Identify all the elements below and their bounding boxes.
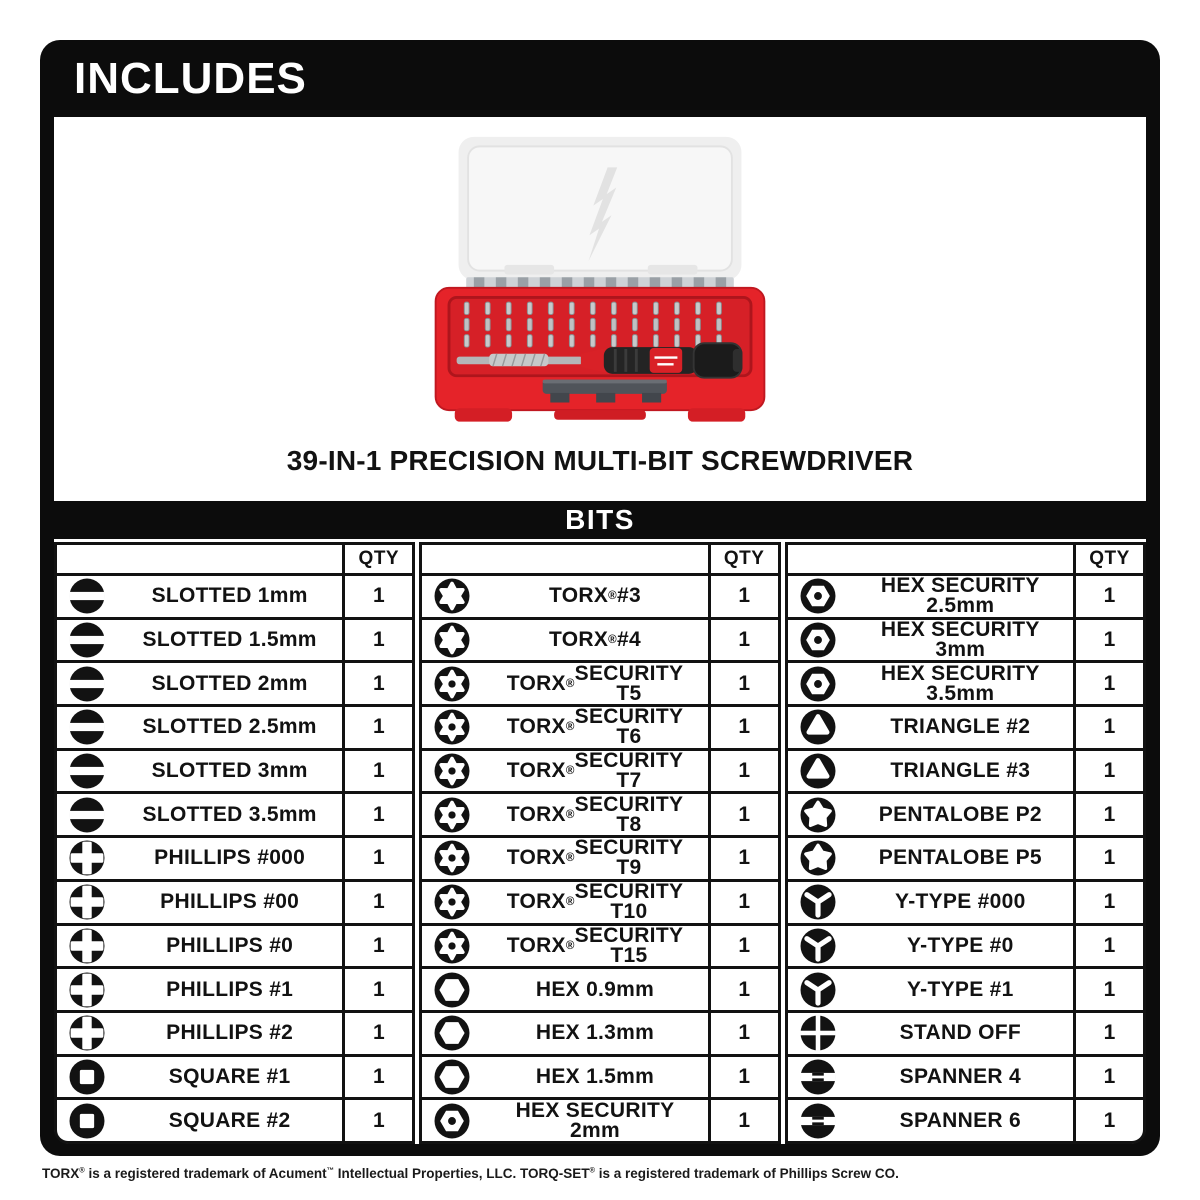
bits-table-group-1 bbox=[54, 542, 415, 1144]
bit-header-spacer bbox=[788, 545, 1073, 573]
bit-icon-cell bbox=[422, 1100, 482, 1141]
bit-name: Y-TYPE #1 bbox=[907, 977, 1014, 1001]
bit-row bbox=[57, 751, 412, 792]
bit-row bbox=[422, 620, 777, 661]
hex-security-icon bbox=[799, 577, 837, 615]
bit-icon-cell bbox=[422, 838, 482, 879]
bit-qty: 1 bbox=[1073, 882, 1143, 923]
bit-icon-cell bbox=[57, 576, 117, 617]
table-header-row bbox=[57, 545, 412, 573]
bit-row bbox=[57, 663, 412, 704]
bit-icon-cell bbox=[788, 882, 848, 923]
y-type-icon bbox=[799, 971, 837, 1009]
includes-panel bbox=[40, 40, 1160, 1156]
slotted-icon bbox=[68, 621, 106, 659]
pentalobe-icon bbox=[799, 796, 837, 834]
bit-name: SLOTTED 2mm bbox=[151, 671, 308, 695]
bit-icon-cell bbox=[788, 969, 848, 1010]
bit-qty: 1 bbox=[342, 1057, 412, 1098]
product-section bbox=[54, 117, 1146, 501]
bit-icon-cell bbox=[57, 707, 117, 748]
slotted-icon bbox=[68, 577, 106, 615]
bit-qty: 1 bbox=[1073, 1100, 1143, 1141]
y-type-icon bbox=[799, 883, 837, 921]
bit-name: TRIANGLE #2 bbox=[890, 715, 1031, 739]
qty-column-header: QTY bbox=[342, 545, 412, 573]
bit-qty: 1 bbox=[342, 620, 412, 661]
bit-icon-cell bbox=[57, 751, 117, 792]
bit-name: SLOTTED 3mm bbox=[151, 759, 308, 783]
bit-row bbox=[422, 838, 777, 879]
bit-icon-cell bbox=[788, 576, 848, 617]
bit-qty: 1 bbox=[1073, 663, 1143, 704]
bit-icon-cell bbox=[57, 1057, 117, 1098]
slotted-icon bbox=[68, 665, 106, 703]
bit-row bbox=[788, 794, 1143, 835]
bit-row bbox=[788, 926, 1143, 967]
hex-icon bbox=[433, 1014, 471, 1052]
bit-row bbox=[788, 1057, 1143, 1098]
hex-security-icon bbox=[433, 1102, 471, 1140]
bit-icon-cell bbox=[57, 926, 117, 967]
bit-row bbox=[788, 576, 1143, 617]
bit-qty: 1 bbox=[708, 1100, 778, 1141]
bit-qty: 1 bbox=[708, 926, 778, 967]
product-image bbox=[400, 133, 800, 435]
bit-icon-cell bbox=[788, 751, 848, 792]
torx-security-icon bbox=[433, 796, 471, 834]
bit-row bbox=[57, 926, 412, 967]
bit-qty: 1 bbox=[1073, 794, 1143, 835]
bit-qty: 1 bbox=[342, 838, 412, 879]
bit-name: PHILLIPS #000 bbox=[154, 846, 306, 870]
bit-name: PHILLIPS #1 bbox=[166, 977, 294, 1001]
phillips-icon bbox=[68, 839, 106, 877]
hex-icon bbox=[433, 971, 471, 1009]
bit-name: TORX ® #4 bbox=[549, 628, 641, 652]
bit-row bbox=[422, 1057, 777, 1098]
torx-security-icon bbox=[433, 839, 471, 877]
qty-column-header: QTY bbox=[708, 545, 778, 573]
bit-name: HEX 1.3mm bbox=[535, 1021, 655, 1045]
spanner-icon bbox=[799, 1102, 837, 1140]
bits-table-group-3 bbox=[785, 542, 1146, 1144]
bit-row bbox=[788, 620, 1143, 661]
bit-row bbox=[57, 620, 412, 661]
bit-name: SLOTTED 1mm bbox=[151, 584, 308, 608]
bit-qty: 1 bbox=[708, 969, 778, 1010]
bit-name: PHILLIPS #00 bbox=[160, 890, 300, 914]
bit-row bbox=[788, 1013, 1143, 1054]
torx-icon bbox=[433, 621, 471, 659]
bits-header-bar bbox=[40, 501, 1160, 539]
bit-icon-cell bbox=[422, 663, 482, 704]
bit-qty: 1 bbox=[342, 794, 412, 835]
bit-qty: 1 bbox=[1073, 707, 1143, 748]
bit-qty: 1 bbox=[708, 1013, 778, 1054]
bit-name: PHILLIPS #2 bbox=[166, 1021, 294, 1045]
bit-qty: 1 bbox=[1073, 751, 1143, 792]
table-header-row bbox=[422, 545, 777, 573]
trademark-note: TORX® is a registered trademark of Acument™ Intellectual Properties, LLC. TORQ-SET® is a registered trademark of Phillips Screw CO. bbox=[42, 1165, 899, 1181]
bit-name: SLOTTED 2.5mm bbox=[142, 715, 317, 739]
bit-name: SLOTTED 3.5mm bbox=[142, 802, 317, 826]
bit-name: HEX 0.9mm bbox=[535, 977, 655, 1001]
bit-name: TORX ® SECURITY T10 bbox=[506, 880, 684, 924]
bit-name: TRIANGLE #3 bbox=[890, 759, 1031, 783]
bit-row bbox=[57, 882, 412, 923]
phillips-icon bbox=[68, 883, 106, 921]
bit-name: SPANNER 4 bbox=[899, 1064, 1021, 1088]
bit-name: TORX ® SECURITY T6 bbox=[506, 705, 684, 749]
bit-qty: 1 bbox=[708, 576, 778, 617]
bit-icon-cell bbox=[788, 794, 848, 835]
hex-icon bbox=[433, 1058, 471, 1096]
slotted-icon bbox=[68, 796, 106, 834]
bit-name: HEX SECURITY 2.5mm bbox=[880, 574, 1040, 618]
bit-qty: 1 bbox=[708, 663, 778, 704]
bit-name: STAND OFF bbox=[899, 1021, 1021, 1045]
bit-name: PENTALOBE P5 bbox=[878, 846, 1042, 870]
bit-icon-cell bbox=[788, 663, 848, 704]
bit-row bbox=[788, 663, 1143, 704]
case-lid-art bbox=[459, 137, 742, 280]
bit-icon-cell bbox=[422, 794, 482, 835]
bit-row bbox=[57, 576, 412, 617]
bit-qty: 1 bbox=[1073, 1013, 1143, 1054]
torx-security-icon bbox=[433, 927, 471, 965]
bit-icon-cell bbox=[422, 926, 482, 967]
bit-icon-cell bbox=[788, 1013, 848, 1054]
bit-name: SQUARE #2 bbox=[168, 1108, 291, 1132]
bit-row bbox=[422, 1013, 777, 1054]
bit-row bbox=[57, 794, 412, 835]
phillips-icon bbox=[68, 971, 106, 1009]
torx-security-icon bbox=[433, 708, 471, 746]
bit-name: HEX SECURITY 2mm bbox=[515, 1098, 675, 1142]
bit-icon-cell bbox=[788, 926, 848, 967]
bit-icon-cell bbox=[422, 576, 482, 617]
bit-qty: 1 bbox=[708, 620, 778, 661]
bit-row bbox=[57, 707, 412, 748]
bit-name: SLOTTED 1.5mm bbox=[142, 628, 317, 652]
bit-header-spacer bbox=[57, 545, 342, 573]
bit-row bbox=[57, 838, 412, 879]
bit-name: HEX 1.5mm bbox=[535, 1064, 655, 1088]
pentalobe-icon bbox=[799, 839, 837, 877]
bit-icon-cell bbox=[57, 794, 117, 835]
bit-row bbox=[422, 663, 777, 704]
qty-column-header: QTY bbox=[1073, 545, 1143, 573]
bits-table-group-2 bbox=[419, 542, 780, 1144]
bits-section-title: BITS bbox=[565, 504, 635, 535]
bit-header-spacer bbox=[422, 545, 707, 573]
bit-name: TORX ® SECURITY T9 bbox=[506, 836, 684, 880]
standoff-icon bbox=[799, 1014, 837, 1052]
bit-icon-cell bbox=[422, 620, 482, 661]
bit-qty: 1 bbox=[1073, 838, 1143, 879]
bit-qty: 1 bbox=[342, 882, 412, 923]
square-icon bbox=[68, 1102, 106, 1140]
bit-name: TORX ® SECURITY T5 bbox=[506, 661, 684, 705]
bit-row bbox=[422, 882, 777, 923]
bit-name: Y-TYPE #0 bbox=[907, 933, 1014, 957]
bit-name: TORX ® SECURITY T8 bbox=[506, 792, 684, 836]
bit-icon-cell bbox=[57, 620, 117, 661]
bit-icon-cell bbox=[422, 707, 482, 748]
bit-qty: 1 bbox=[708, 794, 778, 835]
bit-row bbox=[788, 838, 1143, 879]
bit-qty: 1 bbox=[1073, 576, 1143, 617]
bit-icon-cell bbox=[57, 663, 117, 704]
bit-name: PENTALOBE P2 bbox=[878, 802, 1042, 826]
bit-qty: 1 bbox=[342, 926, 412, 967]
bit-row bbox=[788, 707, 1143, 748]
bit-icon-cell bbox=[422, 1057, 482, 1098]
hex-security-icon bbox=[799, 665, 837, 703]
bit-qty: 1 bbox=[342, 1100, 412, 1141]
bit-icon-cell bbox=[57, 882, 117, 923]
bit-icon-cell bbox=[57, 1100, 117, 1141]
table-header-row bbox=[788, 545, 1143, 573]
bit-icon-cell bbox=[422, 751, 482, 792]
bit-qty: 1 bbox=[708, 838, 778, 879]
bits-table bbox=[54, 539, 1146, 1144]
bit-qty: 1 bbox=[342, 707, 412, 748]
bit-qty: 1 bbox=[1073, 969, 1143, 1010]
slotted-icon bbox=[68, 752, 106, 790]
hex-security-icon bbox=[799, 621, 837, 659]
bit-row bbox=[422, 707, 777, 748]
bit-icon-cell bbox=[422, 882, 482, 923]
bit-row bbox=[422, 1100, 777, 1141]
square-icon bbox=[68, 1058, 106, 1096]
bit-icon-cell bbox=[422, 1013, 482, 1054]
bit-row bbox=[57, 1100, 412, 1141]
bit-qty: 1 bbox=[708, 1057, 778, 1098]
bit-name: SQUARE #1 bbox=[168, 1064, 291, 1088]
bit-name: TORX ® SECURITY T15 bbox=[506, 923, 684, 967]
triangle-icon bbox=[799, 708, 837, 746]
torx-security-icon bbox=[433, 752, 471, 790]
bit-row bbox=[422, 576, 777, 617]
bit-name: HEX SECURITY 3.5mm bbox=[880, 661, 1040, 705]
bit-qty: 1 bbox=[708, 751, 778, 792]
bit-row bbox=[57, 969, 412, 1010]
product-title: 39-IN-1 PRECISION MULTI-BIT SCREWDRIVER bbox=[286, 445, 914, 476]
bit-icon-cell bbox=[57, 838, 117, 879]
bit-icon-cell bbox=[788, 620, 848, 661]
phillips-icon bbox=[68, 1014, 106, 1052]
bit-name: Y-TYPE #000 bbox=[895, 890, 1026, 914]
includes-header-bar bbox=[40, 40, 1160, 117]
bit-qty: 1 bbox=[1073, 1057, 1143, 1098]
y-type-icon bbox=[799, 927, 837, 965]
bit-name: HEX SECURITY 3mm bbox=[880, 618, 1040, 662]
bit-row bbox=[57, 1057, 412, 1098]
bit-row bbox=[422, 923, 777, 967]
bit-qty: 1 bbox=[708, 707, 778, 748]
bit-name: PHILLIPS #0 bbox=[166, 933, 294, 957]
bit-qty: 1 bbox=[342, 576, 412, 617]
bit-qty: 1 bbox=[342, 1013, 412, 1054]
bit-qty: 1 bbox=[342, 969, 412, 1010]
bit-clip-art bbox=[543, 380, 667, 403]
includes-title: INCLUDES bbox=[74, 53, 307, 103]
bit-qty: 1 bbox=[708, 882, 778, 923]
bit-row bbox=[422, 969, 777, 1010]
bit-icon-cell bbox=[422, 969, 482, 1010]
torx-icon bbox=[433, 577, 471, 615]
spanner-icon bbox=[799, 1058, 837, 1096]
bit-name: TORX ® #3 bbox=[549, 584, 641, 608]
bit-icon-cell bbox=[788, 838, 848, 879]
bit-icon-cell bbox=[788, 707, 848, 748]
torx-security-icon bbox=[433, 883, 471, 921]
bit-qty: 1 bbox=[342, 751, 412, 792]
bit-qty: 1 bbox=[1073, 926, 1143, 967]
bit-icon-cell bbox=[788, 1100, 848, 1141]
torx-security-icon bbox=[433, 665, 471, 703]
bit-row bbox=[788, 969, 1143, 1010]
bit-icon-cell bbox=[788, 1057, 848, 1098]
bit-row bbox=[422, 794, 777, 835]
bit-name: TORX ® SECURITY T7 bbox=[506, 749, 684, 793]
bit-name: SPANNER 6 bbox=[899, 1108, 1021, 1132]
triangle-icon bbox=[799, 752, 837, 790]
slotted-icon bbox=[68, 708, 106, 746]
bit-row bbox=[57, 1013, 412, 1054]
case-feet-art bbox=[455, 408, 746, 421]
bit-qty: 1 bbox=[342, 663, 412, 704]
bit-row bbox=[788, 1100, 1143, 1141]
bit-icon-cell bbox=[57, 1013, 117, 1054]
bit-qty: 1 bbox=[1073, 620, 1143, 661]
bit-row bbox=[422, 751, 777, 792]
bit-row bbox=[788, 751, 1143, 792]
bit-row bbox=[788, 882, 1143, 923]
phillips-icon bbox=[68, 927, 106, 965]
bit-icon-cell bbox=[57, 969, 117, 1010]
